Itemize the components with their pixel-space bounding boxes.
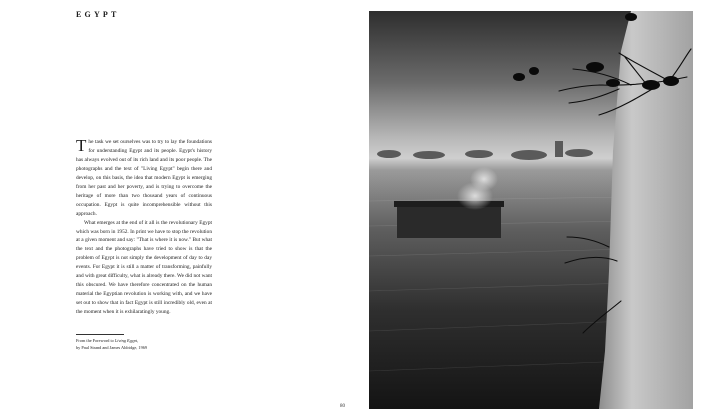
source-note-authors: by Paul Strand and James Aldridge, 1969: [76, 345, 148, 350]
note-divider: [76, 334, 124, 335]
paragraph-2: What emerges at the end of it all is the revolutionary Egypt which was born in 1952. In print we have to stop the revolution at a given moment and say: "That is where it is now." But what the text and the photographs have tried to show is that the problem of Egypt is not simply the development of day to day events. For Egypt it is still a matter of transforming, painfully and with great difficulty, what is already there. We did not want this obscured. We have therefore concentrated on the human material the Egyptian revolution is working with, and we have set out to show that in fact Egypt is still incredibly old, even at the moment when it is exhilaratingly young.: [76, 219, 212, 316]
drop-cap: T: [76, 136, 87, 155]
source-note: [76, 337, 216, 351]
paragraph-1-text: he task we set ourselves was to try to lay the foundations for understanding Egypt and its people. Egypt's history has always evolved out of its rich land and its poor people. The photographs and the text of "Living Egypt" begin there and develop, on this basis, the idea that modern Egypt is emerging from her past and her poverty, and is trying to overcome the heritage of more than two thousand years of continuous occupation. Egypt is quite incomprehensible without this approach.: [76, 139, 212, 217]
running-head: EGYPT: [76, 10, 120, 19]
photograph: [369, 11, 693, 409]
source-note-prefix: From the Foreword to: [76, 338, 115, 343]
body-text: [76, 138, 212, 317]
source-note-book-title: Living Egypt,: [114, 338, 139, 343]
page-number: 80: [340, 404, 345, 409]
paragraph-1: [76, 138, 212, 219]
